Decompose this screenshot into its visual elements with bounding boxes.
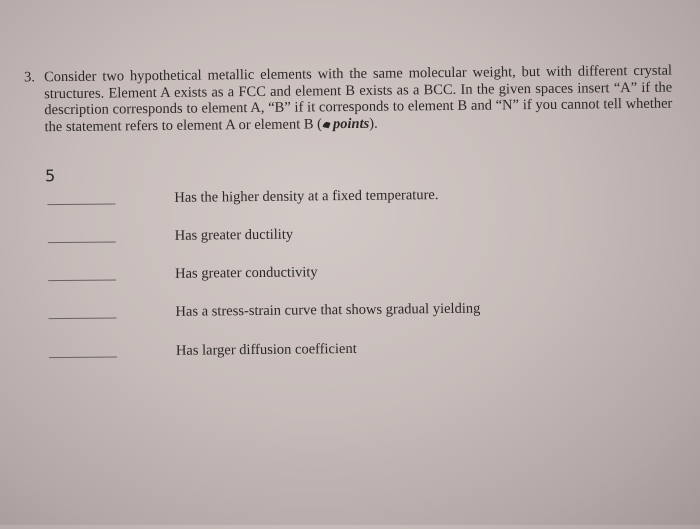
points-word: points [332,115,370,132]
points-close: ). [369,115,378,132]
answer-item-4 [0,297,700,326]
answer-blank-3[interactable] [48,279,116,281]
handwritten-scribble-icon [322,120,332,129]
question-prompt-text: Consider two hypothetical metallic elements with the same molecular weight, but with different crystal structures. Element A exists as a FCC and element B exists as a BCC. In the given spaces insert “A” if the description corresponds to element A, “B” if it corresponds to element B and “N” if you cannot tell whether the statement refers to element A or element B [43,62,673,135]
item-statement-2: Has greater ductility [174,226,294,244]
item-statement-5: Has larger diffusion coefficient [175,340,357,359]
points-label [317,115,378,132]
question-prompt [44,63,673,136]
question-block [23,62,673,135]
answer-item-2 [0,221,700,250]
item-statement-1: Has the higher density at a fixed temperature. [174,187,439,206]
item-statement-4: Has a stress-strain curve that shows gradual yielding [175,300,481,320]
answer-item-5 [1,336,700,365]
answer-blank-2[interactable] [48,241,116,243]
question-number: 3. [23,69,36,86]
answer-blank-4[interactable] [49,317,117,319]
answer-blank-1[interactable] [47,203,115,205]
answer-item-1 [0,183,699,212]
answer-item-3 [0,259,700,288]
answer-blank-5[interactable] [49,356,117,358]
item-statement-3: Has greater conductivity [175,264,318,282]
handwritten-score: 5 [44,166,56,186]
points-open: ( [317,115,323,132]
